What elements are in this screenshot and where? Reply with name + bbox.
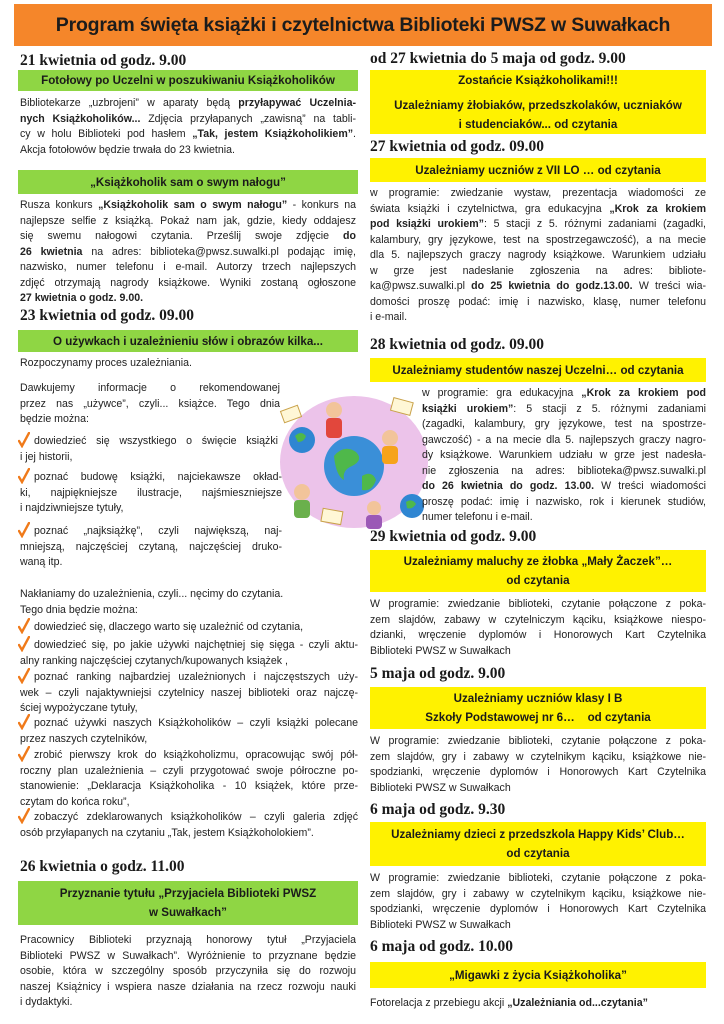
globe-readers-illustration <box>262 380 442 540</box>
checklist-item <box>20 470 282 517</box>
text-line: zem slajdów, gry i zabawy w czytelnikym kąciku, książkowe nie- <box>370 750 706 763</box>
text-line: zem slajdów, gry i zabawy w czytelnikym kąciku, książkowe nie- <box>370 887 706 900</box>
text-line: czytam do końca roku”, <box>20 795 130 808</box>
band-line: Szkoły Podstawowej nr 6… od czytania <box>425 711 651 724</box>
paragraph-maly-zaczek <box>370 597 706 659</box>
section-band-migawki: „Migawki z życia Książkoholika” <box>370 962 706 988</box>
paragraph-naklaniamy <box>20 587 356 618</box>
text-line: zem slajdów, zabawy w czytelniczym kąciku, książkowe niespo- <box>370 613 706 626</box>
paragraph-selfie-contest <box>20 198 356 307</box>
text-line: zdjęć otrzymają nagrody książkowe. Wyniki zostaną ogłoszone <box>20 276 356 289</box>
text-line: ka@pwsz.suwalki.pl do 25 kwietnia do godz.13.00. W treści wia- <box>370 280 706 292</box>
checklist-item <box>20 810 358 841</box>
section-band-happy-kids <box>370 822 706 866</box>
text-line: i najdziwniejsze tytuły, <box>20 502 124 514</box>
band-line: Uzależniamy uczniów klasy I B <box>453 692 623 705</box>
text-line: i jej historii, <box>20 450 73 463</box>
text-line: w programie: gra edukacyjna „Krok za krokiem pod <box>422 387 706 399</box>
text-line: i e-mail. <box>370 311 408 323</box>
text-line: W programie: zwiedzanie biblioteki, czytanie połączone z poka- <box>370 872 706 884</box>
section-date-heading: 5 maja od godz. 9.00 <box>370 665 506 682</box>
checkmark-icon <box>18 714 30 730</box>
checkmark-icon <box>18 618 30 634</box>
text-line: dla 5. najlepszych graczy nagrody książkowe. Warunkiem udziału <box>370 249 706 261</box>
page-title: Program święta książki i czytelnictwa Biblioteki PWSZ w Suwałkach <box>14 4 712 46</box>
section-date-heading: 23 kwietnia od godz. 09.00 <box>20 307 194 324</box>
checklist-item <box>20 434 278 465</box>
text-line: dzianki, wręczenie dyplomów i Honorowych Kart Czytelnika <box>370 629 706 641</box>
band-line: od czytania <box>506 847 570 860</box>
text-line: spodzianki, wręczenie dyplomów i Honorowych Kart Czytelnika <box>370 903 706 915</box>
text-line: Dawkujemy informacje o rekomendowanej <box>20 382 280 394</box>
band-line: Uzależniamy maluchy ze żłobka „Mały Żaczek”… <box>403 555 673 568</box>
text-line: się swemu nałogowi czytania. Prześlij swoje zdjęcie do <box>20 230 356 242</box>
text-line: w programie: zwiedzanie wystaw, prezentacja wiadomości ze <box>370 187 706 199</box>
text-line: Rusza konkurs „Książkoholik sam o swym nałogu” - konkurs na <box>20 199 356 211</box>
section-date-heading: 28 kwietnia od godz. 09.00 <box>370 336 544 353</box>
section-band-uzywki: O używkach i uzależnieniu słów i obrazów kilka... <box>18 330 358 352</box>
text-line: Akcja fotołowów będzie trwała do 23 kwietnia. <box>20 143 235 156</box>
text-line: osób przyłapanych na czytaniu „Tak, jestem Książkoholokiem”. <box>20 826 314 839</box>
checkmark-icon <box>18 668 30 684</box>
paragraph-studenci <box>422 386 706 526</box>
text-line: mniejszą, najczęściej czytaną, najczęściej druko- <box>20 540 282 553</box>
section-band-sp6 <box>370 687 706 729</box>
checkmark-icon <box>18 808 30 824</box>
section-date-heading: 6 maja od godz. 10.00 <box>370 938 513 955</box>
checkmark-icon <box>18 522 30 538</box>
paragraph-migawki <box>370 996 706 1012</box>
text-line: alny ranking najczęściej czytanych/kupowanych książek , <box>20 654 288 667</box>
text-line: waną itp. <box>20 556 63 568</box>
text-line: cy w holu Biblioteki pod hasłem „Tak, jestem Książkoholikiem”. <box>20 128 356 140</box>
text-line: pod książki urokiem”: 5 stacji z 5. różnymi zadaniami (zagadki, <box>370 218 706 230</box>
text-line: naszej Książnicy i wspiera nasze działania na rzecz rozwoju nauki <box>20 980 356 993</box>
section-date-heading: od 27 kwietnia do 5 maja od godz. 9.00 <box>370 50 626 67</box>
checkmark-icon <box>18 636 30 652</box>
checkmark-icon <box>18 746 30 762</box>
text-line: ściej wypożyczane tytuły, <box>20 702 138 714</box>
text-line: Nakłaniamy do uzależnienia, czyli... nęcimy do czytania. <box>20 588 284 600</box>
paragraph-happy-kids <box>370 871 706 933</box>
band-line: Uzależniamy dzieci z przedszkola Happy Kids’ Club… <box>391 828 685 841</box>
section-band-vii-lo: Uzależniamy uczniów z VII LO … od czytania <box>370 158 706 182</box>
text-line: W programie: zwiedzanie biblioteki, czytanie połączone z poka- <box>370 598 706 610</box>
text-line: nych Książkoholików... Zdjęcia przyłapanych „zawisną” na tabli- <box>20 112 356 125</box>
paragraph-dawkujemy <box>20 381 280 428</box>
text-line: Biblioteki PWSZ w Suwałkach <box>370 918 511 931</box>
text-line: świata książki i czytelnictwa, gra edukacyjna „Krok za krokiem <box>370 202 706 215</box>
checkmark-icon <box>18 432 30 448</box>
text-line: Pracownicy Biblioteki przyznają honorowy tytuł „Przyjaciela <box>20 934 356 946</box>
text-line: 27 kwietnia o godz. 9.00. <box>20 292 144 304</box>
section-band-zostancie <box>370 70 706 134</box>
section-date-heading: 21 kwietnia od godz. 9.00 <box>20 52 187 69</box>
text-line: Tego dnia będzie można: <box>20 603 138 616</box>
intro-text: Rozpoczynamy proces uzależniania. <box>20 357 192 369</box>
text-line: ki, najpiękniejsze ilustracje, najśmieszniejsze <box>20 486 282 499</box>
text-line: Fotorelacja z przebiegu akcji „Uzależniania od...czytania” <box>370 997 648 1009</box>
text-line: poznać budowę książki, najciekawsze okład- <box>34 471 282 483</box>
checklist-item <box>20 638 358 669</box>
text-line: Biblioteki PWSZ w Suwałkach”. Wyróżnienie to przyznane będzie <box>20 949 356 962</box>
text-line: zrobić pierwszy krok do książkoholizmu, opracowując swój pół- <box>34 749 358 761</box>
text-line: poznać „najksiążkę”, czyli największą, naj- <box>34 525 282 537</box>
text-line: numer telefonu i e-mail. <box>422 511 533 523</box>
text-line: dowiedzieć się, po jakie używki najchętniej się sięga - czyli aktu- <box>34 639 358 651</box>
text-line: nie zgłoszenia na adres: biblioteka@pwsz.suwalki.pl <box>422 464 706 477</box>
section-date-heading: 27 kwietnia od godz. 09.00 <box>370 138 544 155</box>
text-line: 26 kwietnia na adres: biblioteka@pwsz.suwalki.pl podając imię, <box>20 245 356 258</box>
text-line: przez naszych czytelników, <box>20 732 148 745</box>
checklist-item <box>20 748 358 810</box>
checkmark-icon <box>18 468 30 484</box>
text-line: przez nas „używce”, czyli... książce. Tego dnia <box>20 397 280 410</box>
section-band-przyjaciel <box>18 881 358 925</box>
checklist-item <box>20 524 282 571</box>
text-line: kalambury, gry językowe, test na spostrzegawczość), a na mecie <box>370 233 706 246</box>
text-line: spodzianki, wręczenie dyplomów i Honorowych Kart Czytelnika <box>370 766 706 778</box>
text-line: poznać używki naszych Książkoholików – czyli książki polecane <box>34 717 358 729</box>
text-line: w grze jest nadesłanie zgłoszenia na adres: bibliote- <box>370 264 706 277</box>
paragraph-przyjaciel <box>20 933 356 1011</box>
text-line: W programie: zwiedzanie biblioteki, czytanie połączone z poka- <box>370 735 706 747</box>
text-line: nazwisko, numer telefonu i e-mail. Autorzy trzech najlepszych <box>20 261 356 273</box>
band-line: w Suwałkach” <box>149 906 227 919</box>
text-line: domości proszę podać: imię i nazwisko, klasę, numer telefonu <box>370 295 706 308</box>
section-date-heading: 29 kwietnia od godz. 9.00 <box>370 528 537 545</box>
text-line: poznać ranking najbardziej uzależnionych i najczęstszych uży- <box>34 671 358 683</box>
text-line: do 26 kwietnia do godz. 13.00. W treści wiadomości <box>422 480 706 492</box>
paragraph-fotolowy <box>20 96 356 158</box>
text-line: będzie można: <box>20 413 89 425</box>
text-line: osobie, która w szczególny sposób przyczyniła się do rozwoju <box>20 965 356 977</box>
text-line: Bibliotekarze „uzbrojeni” w aparaty będą przyłapywać Uczelnia- <box>20 97 356 109</box>
band-line: Uzależniamy żłobiaków, przedszkolaków, uczniaków <box>394 98 682 112</box>
text-line: Biblioteki PWSZ w Suwałkach <box>370 781 511 794</box>
text-line: stanowienie: „Deklaracja Książkoholika - 10 książek, które prze- <box>20 780 358 792</box>
band-line: i studenciaków... od czytania <box>458 117 618 131</box>
text-line: (zagadki, kalambury, gry językowe, test na spostrze- <box>422 418 706 430</box>
text-line: proszę podać: imię i nazwisko, rok i kierunek studiów, <box>422 495 706 508</box>
text-line: najlepsze selfie z książką. Pokaż nam jak, gdzie, kiedy oddajesz <box>20 214 356 227</box>
paragraph-vii-lo <box>370 186 706 326</box>
section-band-fotolowy: Fotołowy po Uczelni w poszukiwaniu Książkoholików <box>18 70 358 91</box>
section-band-studenci: Uzależniamy studentów naszej Uczelni… od czytania <box>370 358 706 382</box>
checklist-item <box>20 670 358 717</box>
text-line: książki urokiem”: 5 stacji z 5. różnymi zadaniami <box>422 402 706 415</box>
text-line: Biblioteki PWSZ w Suwałkach <box>370 644 511 657</box>
checklist-item <box>20 620 358 636</box>
checklist-item <box>20 716 358 747</box>
band-line: od czytania <box>506 574 570 587</box>
section-band-selfie-contest: „Książkoholik sam o swym nałogu” <box>18 170 358 194</box>
band-line: Przyznanie tytułu „Przyjaciela Biblioteki PWSZ <box>59 887 317 900</box>
paragraph-sp6 <box>370 734 706 796</box>
text-line: wek – czyli najaktywniejsi czytelnicy naszej biblioteki oraz najczę- <box>20 686 358 699</box>
section-date-heading: 6 maja od godz. 9.30 <box>370 801 506 818</box>
band-line: Zostańcie Książkoholikami!!! <box>458 73 618 87</box>
text-line: dy książkowe. Warunkiem udziału w grze jest nadesła- <box>422 449 706 461</box>
text-line: zobaczyć zdeklarowanych książkoholików – czyli galeria zdjęć <box>34 811 358 823</box>
section-band-maly-zaczek <box>370 550 706 592</box>
section-date-heading: 26 kwietnia o godz. 11.00 <box>20 858 185 875</box>
text-line: roczny plan uzależnienia – czyli przygotować swoje półroczne po- <box>20 764 358 777</box>
text-line: i dydaktyki. <box>20 996 73 1008</box>
text-line: dowiedzieć się wszystkiego o święcie książki <box>34 435 278 447</box>
text-line: gawczość) - a na mecie dla 5. najlepszych graczy nagro- <box>422 433 706 446</box>
text-line: dowiedzieć się, dlaczego warto się uzależnić od czytania, <box>34 621 304 633</box>
